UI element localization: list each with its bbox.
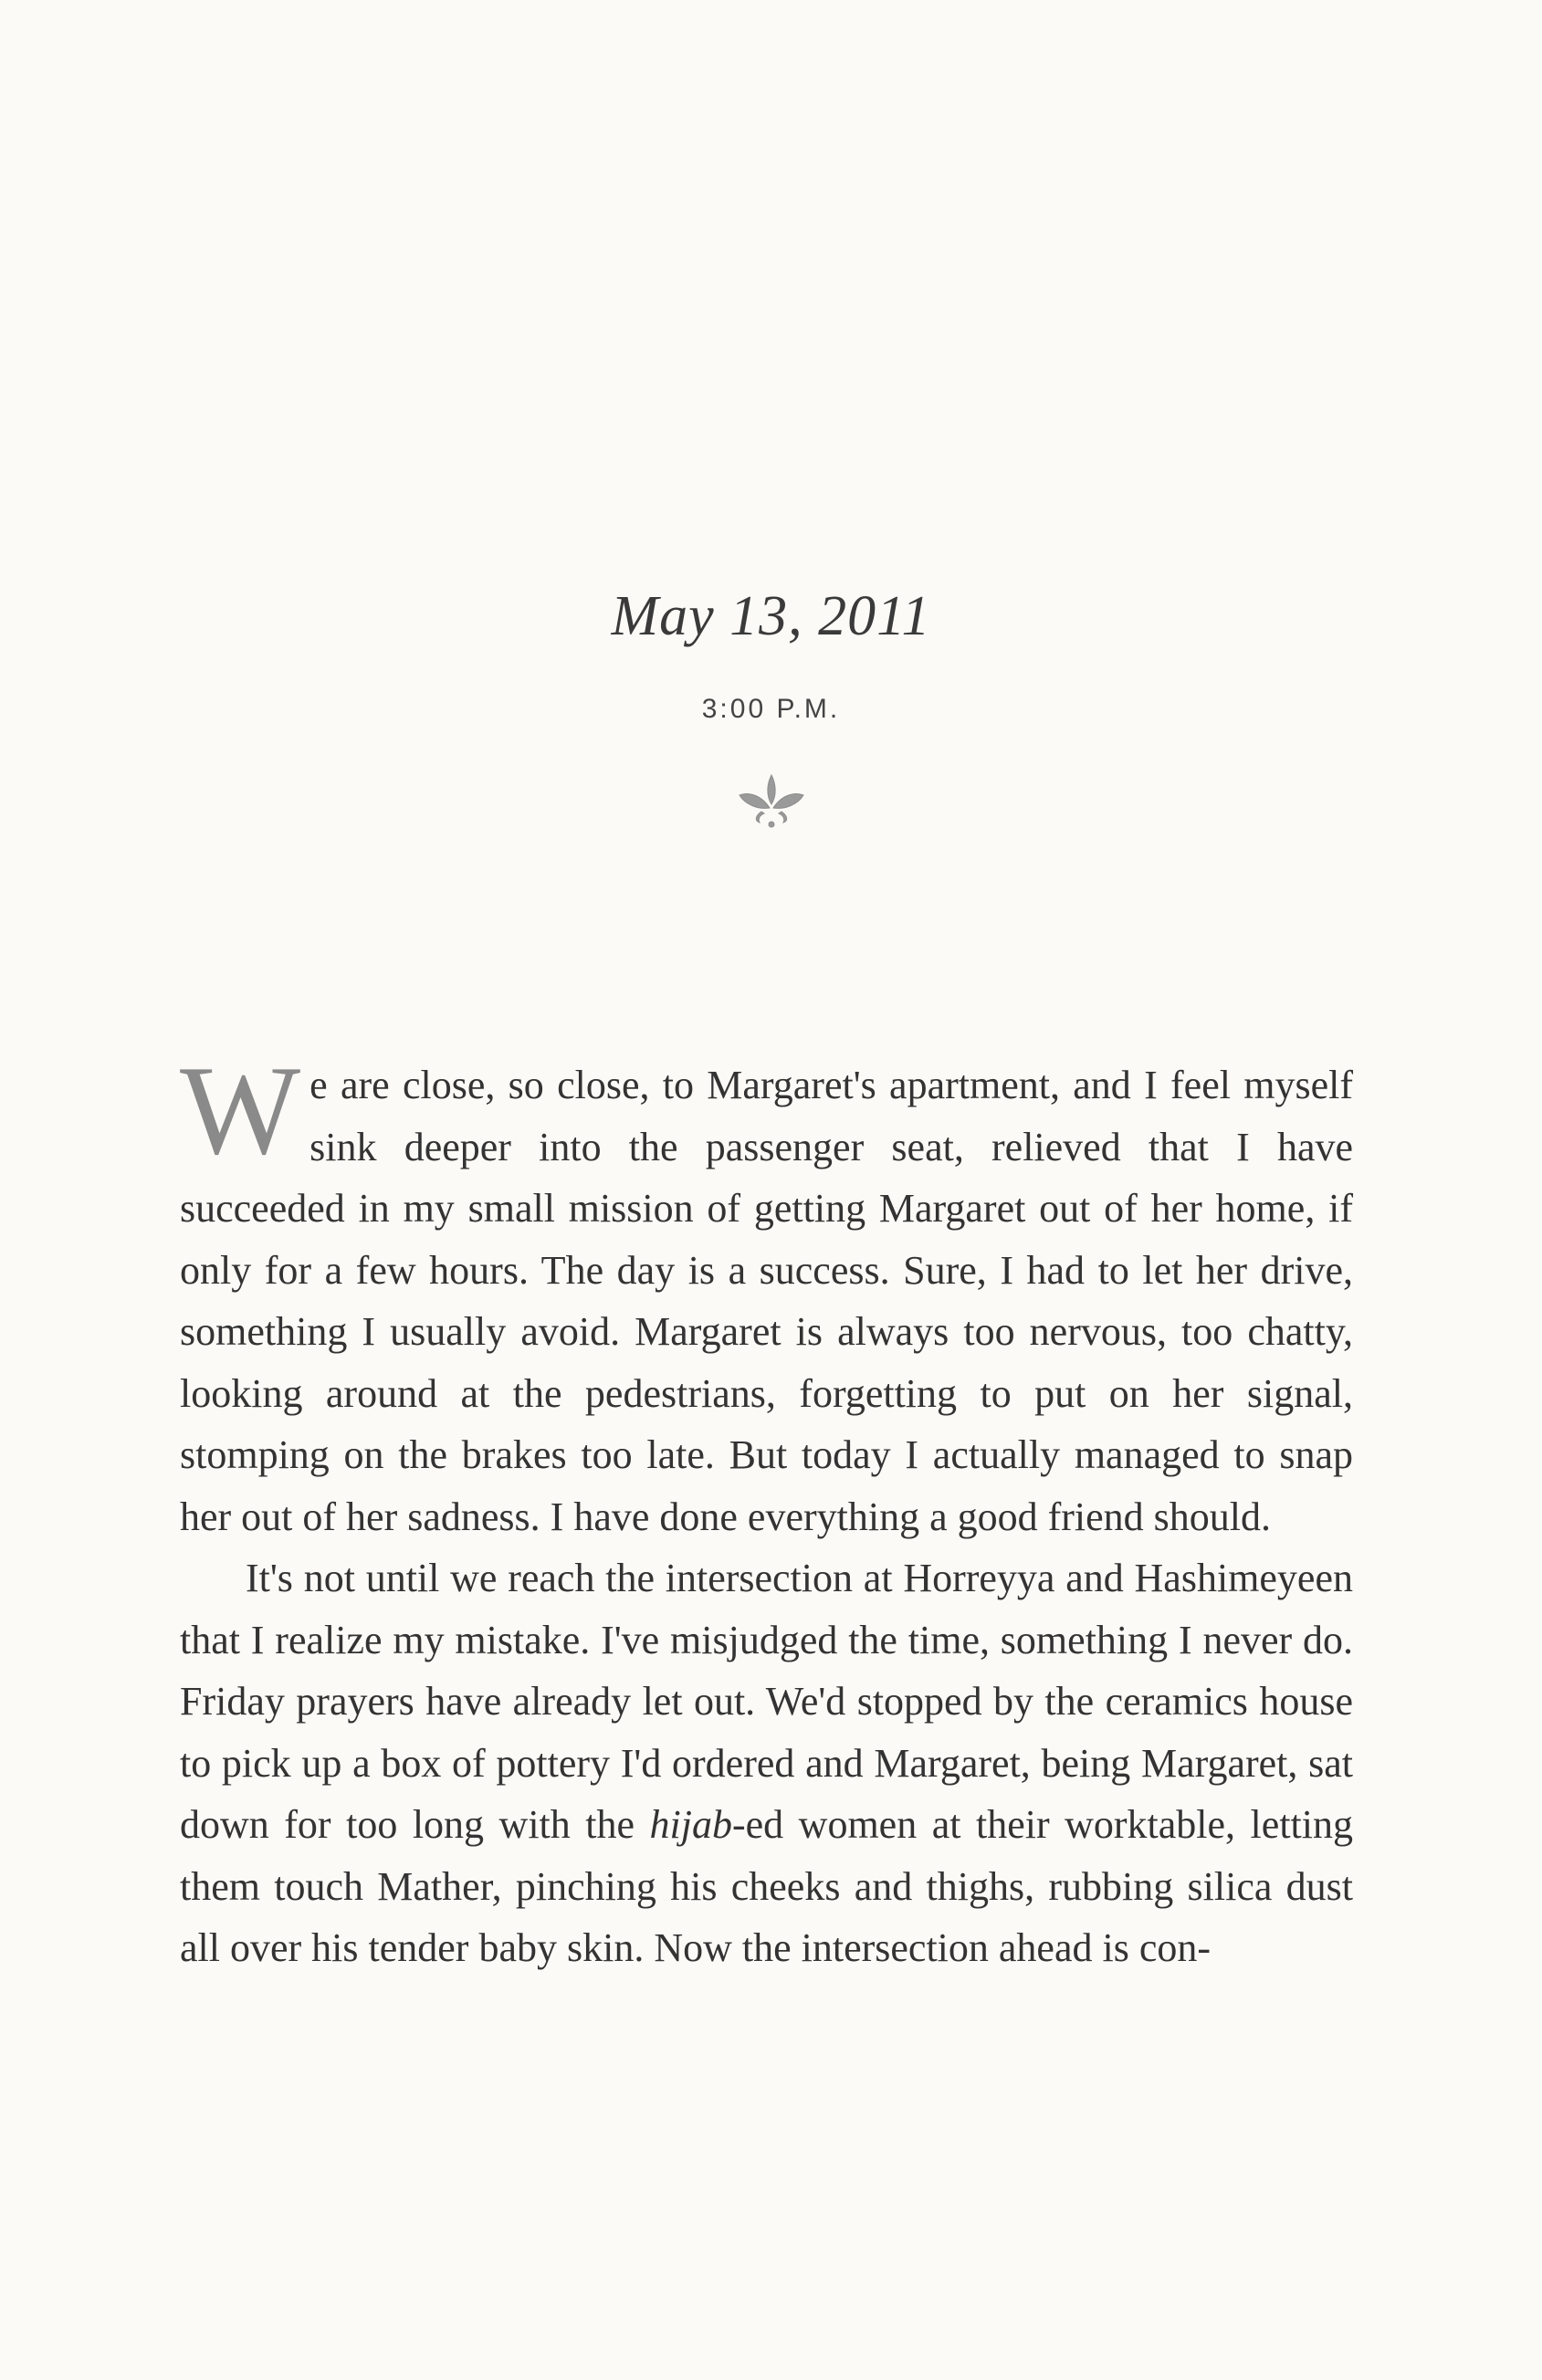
chapter-time-subheading: 3:00 P.M. [701, 694, 841, 724]
fleuron-icon [734, 771, 809, 835]
drop-cap: W [180, 1040, 301, 1181]
paragraph-2-text-start: It's not until we reach the intersection at Horreyya and Hashimeyeen that I realize my mistake. I've misjudged the time, something I never do. Friday prayers have already let out. We'd stopped by the ceramics house to pick up a box of pottery I'd ordered and Margaret, being Margaret, sat down for too long with the [180, 1556, 1353, 1847]
paragraph-2 [180, 1547, 1353, 1979]
chapter-body [180, 1040, 1353, 1979]
paragraph-2-italic-word: hijab [649, 1802, 732, 1847]
paragraph-1-text: e are close, so close, to Margaret's apartment, and I feel myself sink deeper into the passenger seat, relieved that I have succeeded in my small mission of getting Margaret out of her home, if only for a few hours. The day is a success. Sure, I had to let her drive, something I usually avoid. Margaret is always too nervous, too chatty, looking around at the pedestrians, forgetting to put on her signal, stomping on the brakes too late. But today I actually managed to snap her out of her sadness. I have done everything a good friend should. [180, 1063, 1353, 1539]
paragraph-2-text-end: -ed women at their worktable, letting them touch Mather, pinching his cheeks and thighs, rubbing silica dust all over his tender baby skin. Now the intersection ahead is con- [180, 1802, 1353, 1970]
paragraph-1 [180, 1040, 1353, 1547]
chapter-date-heading: May 13, 2011 [611, 585, 931, 647]
